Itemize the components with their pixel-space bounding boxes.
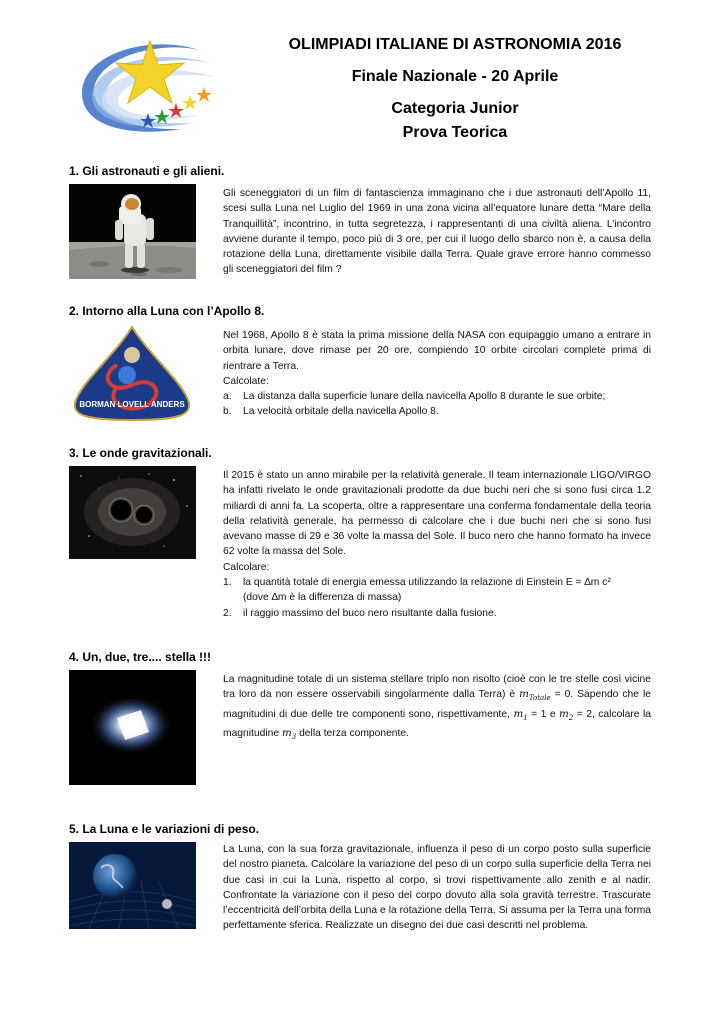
- m3-sub: 3: [291, 733, 297, 742]
- test-type: Prova Teorica: [402, 124, 508, 141]
- section-4-text-b: Sapendo che le magnitudini di due delle tre componenti sono, rispettivamente,: [223, 689, 651, 720]
- section-3-item-2: [223, 606, 651, 621]
- section-2-heading: 2. Intorno alla Luna con l’Apollo 8.: [69, 304, 265, 318]
- apollo8-patch-text: BORMAN LOVELL ANDERS: [79, 400, 185, 409]
- m3: [281, 726, 297, 742]
- olympiad-logo: [72, 33, 220, 141]
- m-total: [519, 688, 551, 703]
- m-total-sub: Totale: [528, 694, 551, 703]
- black-holes-image: [69, 466, 196, 559]
- m3-symbol: m: [281, 726, 292, 739]
- item-text: la quantità totale di energia emessa utilizzando la relazione di Einstein E = ∆m c²: [243, 577, 611, 589]
- title-block: [235, 35, 675, 143]
- section-3-text: [223, 468, 651, 621]
- section-3-body: Il 2015 è stato un anno mirabile per la relatività generale. Il team internazionale LIGO/VIRGO ha infatti rivelato le onde gravitazionali prodotte da due buchi neri che si sono fusi circa 1.2 miliardi di anni fa. La scoperta, oltre a rappresentare una conferma fondamentale della teoria della relatività generale, ha permesso di calcolare che i due buchi neri che si sono fusi avevano masse di 29 e 36 volte la massa del Sole. Il buco nero che hanno formato ha invece 62 volte la massa del Sole.: [223, 470, 651, 558]
- category: Categoria Junior: [391, 100, 519, 117]
- section-3-heading: 3. Le onde gravitazionali.: [69, 446, 212, 460]
- section-2-body: Nel 1968, Apollo 8 è stata la prima missione della NASA con equipaggio umano a entrare in orbita lunare, dove rimase per 20 ore, compiendo 10 orbite circolari complete prima di rientrare a Terra.: [223, 330, 651, 372]
- section-3-item-1: [223, 575, 651, 590]
- item-text: La velocità orbitale della navicella Apollo 8.: [243, 406, 439, 418]
- section-5-body: La Luna, con la sua forza gravitazionale, influenza il peso di un corpo posto sulla superficie del nostro pianeta. Calcolare la variazione del peso di un corpo sulla superficie della Terra nei due casi in cui la Luna, rispetto al corpo, si trovi rispettivamente allo zenith e al nadir. Confrontate la variazione con il peso del corpo dovuto alla sola gravità terrestre. Trascurate l’eccentricità dell’orbita della Luna e la rotazione della Terra. Si assuma per la Terra una forma perfettamente sferica. Realizzate un disegno dei due casi descritti nel problema.: [223, 844, 651, 932]
- section-1-body: Gli sceneggiatori di un film di fantascienza immaginano che i due astronauti dell’Apollo 11, scesi sulla Luna nel Luglio del 1969 in una zona vicina all’equatore lunare detta “Mare della Tranquillità”, incontrino, in tutta segretezza, i rappresentanti di una civiltà aliena. L’incontro avviene durante il tempo, poco più di 3 ore, per cui il luogo dello sbarco non è, a causa della rotazione della Luna, direttamente visibile dalla Terra. Quale grave errore hanno commesso gli sceneggiatori del film ?: [223, 188, 651, 276]
- m1: [513, 708, 527, 720]
- apollo8-patch: [69, 325, 196, 422]
- section-4-body: [223, 672, 651, 745]
- section-1-text: [223, 186, 651, 278]
- m1-symbol: m: [513, 707, 524, 720]
- m-total-value: = 0.: [550, 689, 574, 701]
- item-marker: a.: [223, 391, 232, 403]
- section-5-heading: 5. La Luna e le variazioni di peso.: [69, 822, 260, 836]
- item-marker: 1.: [223, 577, 232, 589]
- section-4-text-a: La magnitudine totale di un sistema stellare triplo non risolto (cioè con le tre stelle così vicine tra loro da non essere osservabili singolarmente dalla Terra) è: [223, 674, 651, 701]
- section-2-calc-label: Calcolate:: [223, 375, 269, 387]
- m-total-symbol: m: [519, 688, 529, 701]
- earth-moon-image: [69, 842, 196, 929]
- triple-star-image: [69, 670, 196, 785]
- m1-value: = 1 e: [527, 708, 556, 720]
- olympiad-title: OLIMPIADI ITALIANE DI ASTRONOMIA 2016: [288, 36, 622, 53]
- item-marker: b.: [223, 406, 232, 418]
- item-text: La distanza dalla superficie lunare della navicella Apollo 8 durante le sue orbite;: [243, 391, 606, 403]
- section-3-calc-label: Calcolare:: [223, 561, 270, 573]
- section-3-item-1-note: (dove ∆m è la differenza di massa): [243, 592, 402, 604]
- m2-value: = 2, calcolare la magnitudine: [223, 708, 651, 739]
- item-text: il raggio massimo del buco nero risultante dalla fusione.: [243, 607, 497, 619]
- m1-sub: 1: [523, 713, 528, 722]
- section-2-item-a: [223, 389, 651, 404]
- section-4-text-c: della terza componente.: [296, 727, 409, 739]
- m2-sub: 2: [568, 713, 574, 722]
- item-marker: 2.: [223, 607, 232, 619]
- section-4-heading: 4. Un, due, tre.... stella !!!: [69, 650, 212, 664]
- section-1-heading: 1. Gli astronauti e gli alieni.: [69, 164, 225, 178]
- section-5-text: [223, 842, 651, 934]
- m2-symbol: m: [559, 707, 569, 720]
- final-date: Finale Nazionale - 20 Aprile: [351, 68, 559, 85]
- section-2-item-b: [223, 404, 651, 419]
- astronaut-photo: [69, 184, 196, 279]
- m2: [559, 708, 573, 720]
- section-4-text: [223, 672, 651, 745]
- section-2-text: [223, 328, 651, 420]
